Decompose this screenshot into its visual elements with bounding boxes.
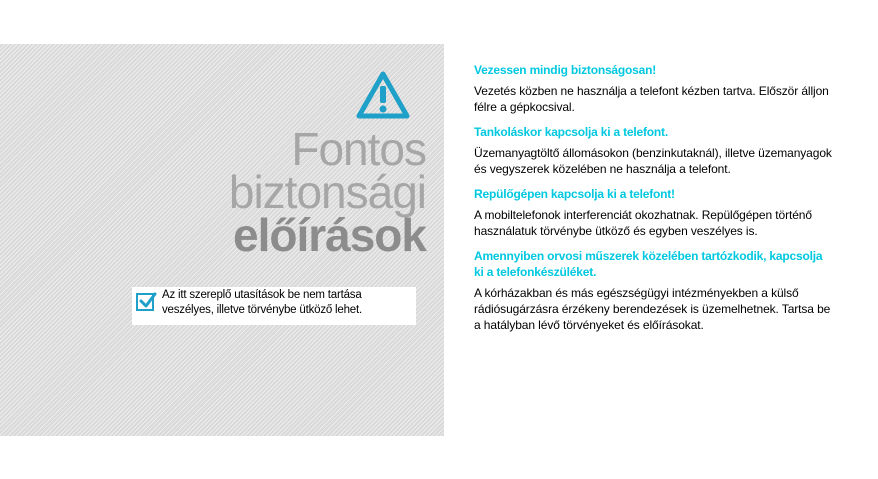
section-heading: Vezessen mindig biztonságosan! xyxy=(474,63,657,77)
section-body: A mobiltelefonok interferenciát okozhatnak. Repülőgépen történő használatuk törvénybe ütköző és egyben veszélyes is. xyxy=(474,208,812,238)
title-line-2: biztonsági xyxy=(228,166,426,218)
title-line-1: Fontos xyxy=(291,123,426,175)
section-heading: Amennyiben orvosi műszerek közelében tartózkodik, kapcsolja ki a telefonkészüléket. xyxy=(474,249,823,279)
note-text: Az itt szereplő utasítások be nem tartása veszélyes, illetve törvénybe ütköző lehet. xyxy=(162,289,362,316)
section-refueling xyxy=(474,124,834,177)
section-heading: Tankoláskor kapcsolja ki a telefont. xyxy=(474,125,668,139)
page-title xyxy=(228,123,426,261)
title-line-3: előírások xyxy=(233,209,426,261)
note-box xyxy=(132,287,416,325)
section-heading: Repülőgépen kapcsolja ki a telefont! xyxy=(474,187,675,201)
section-aircraft xyxy=(474,186,834,239)
section-body: Üzemanyagtöltő állomásokon (benzinkutaknál), illetve üzemanyagok és vegyszerek közelében ne használja a telefont. xyxy=(474,146,832,176)
warning-icon xyxy=(355,70,411,122)
section-body: Vezetés közben ne használja a telefont kézben tartva. Először álljon félre a gépkocsival. xyxy=(474,84,829,114)
section-body: A kórházakban és más egészségügyi intézményekben a külső rádiósugárzásra érzékeny berendezések is üzemelhetnek. Tartsa be a hatályban lévő törvényeket és előírásokat. xyxy=(474,286,831,332)
checkbox-icon xyxy=(136,293,154,311)
section-driving xyxy=(474,62,834,115)
section-medical xyxy=(474,248,834,333)
perforated-edge xyxy=(442,44,450,436)
safety-content xyxy=(474,62,834,342)
